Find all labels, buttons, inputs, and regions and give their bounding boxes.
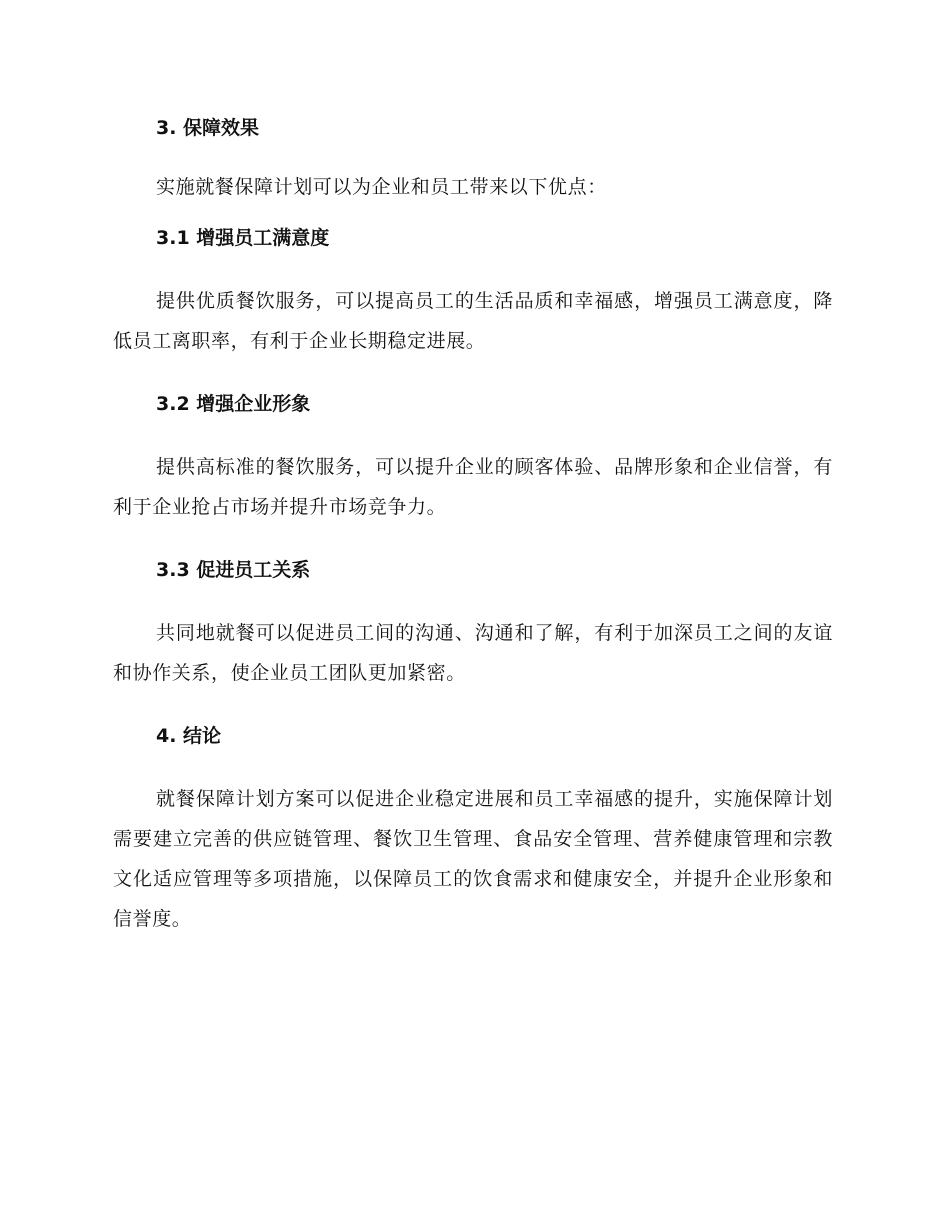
section-heading-3-2: 3.2 增强企业形象 (156, 393, 311, 415)
section-heading-4: 4. 结论 (156, 725, 222, 747)
section-paragraph-3-1: 提供优质餐饮服务，可以提高员工的生活品质和幸福感，增强员工满意度，降低员工离职率，有利于企业长期稳定进展。 (113, 290, 833, 352)
section-paragraph-3-2: 提供高标准的餐饮服务，可以提升企业的顾客体验、品牌形象和企业信誉，有利于企业抢占市场并提升市场竞争力。 (113, 456, 833, 518)
section-paragraph-4: 就餐保障计划方案可以促进企业稳定进展和员工幸福感的提升，实施保障计划需要建立完善的供应链管理、餐饮卫生管理、食品安全管理、营养健康管理和宗教文化适应管理等多项措施，以保障员工的饮食需求和健康安全，并提升企业形象和信誉度。 (113, 788, 833, 930)
section-heading-3-1: 3.1 增强员工满意度 (156, 227, 330, 249)
section-paragraph-3: 实施就餐保障计划可以为企业和员工带来以下优点： (156, 176, 607, 198)
section-paragraph-3-3: 共同地就餐可以促进员工间的沟通、沟通和了解，有利于加深员工之间的友谊和协作关系，使企业员工团队更加紧密。 (113, 622, 833, 684)
document-body (113, 112, 833, 966)
section-heading-3: 3. 保障效果 (156, 117, 260, 139)
section-heading-3-3: 3.3 促进员工关系 (156, 559, 311, 581)
